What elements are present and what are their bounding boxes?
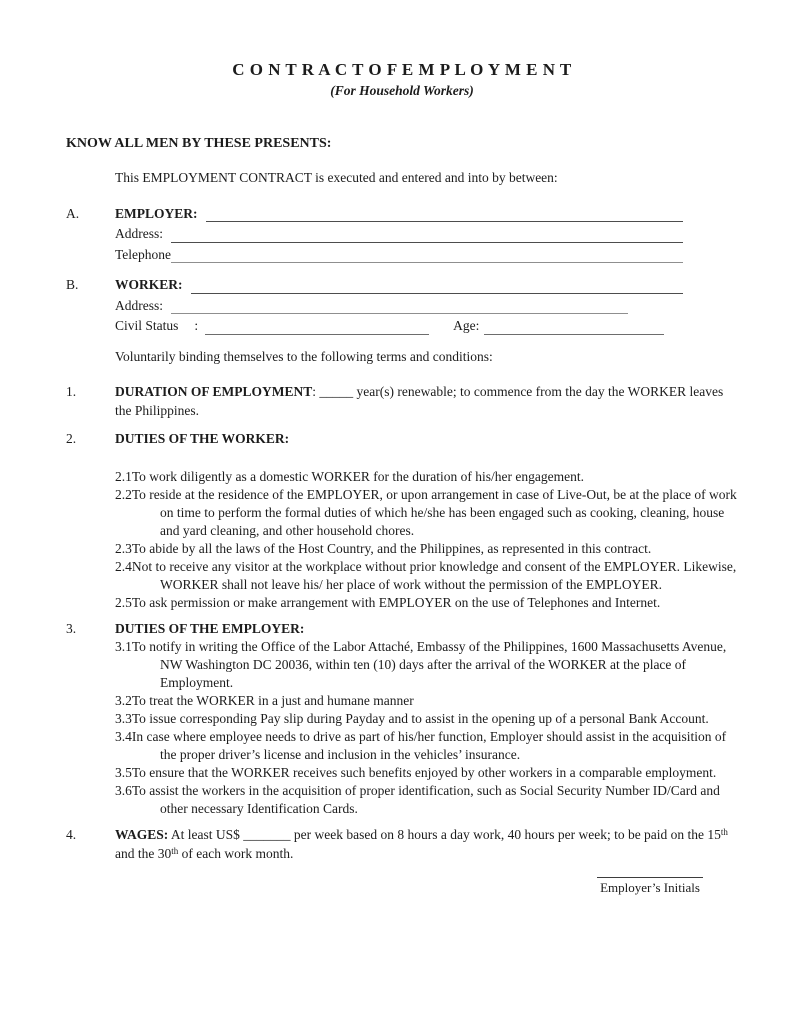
section-wages-number: 4. [66, 827, 77, 842]
binding-clause: Voluntarily binding themselves to the following terms and conditions: [115, 348, 493, 364]
section-worker-duties [66, 430, 738, 612]
subitem-text: To assist the workers in the acquisition of proper identification, such as Social Security Number ID/Card and other necessary Identification Cards. [131, 783, 720, 816]
party-a-block [66, 205, 738, 267]
employer-duty-item [115, 638, 738, 692]
worker-duty-item [115, 486, 738, 540]
worker-civil-status-row [115, 317, 738, 338]
section-wages [66, 826, 738, 863]
subitem-text: To work diligently as a domestic WORKER for the duration of his/her engagement. [131, 468, 584, 484]
worker-address-field-line [171, 297, 628, 315]
employer-address-field-line [171, 225, 683, 243]
wages-text-a: per week based on 8 hours a day work, 40 hours per week; to be paid on the 15 [290, 827, 721, 842]
worker-name-field-line [191, 276, 684, 294]
employer-duty-item [115, 692, 738, 710]
subitem-number: 2.1 [115, 468, 132, 484]
document-title: C O N T R A C T O F E M P L O Y M E N T [232, 60, 572, 79]
subitem-number: 3.6 [115, 783, 132, 798]
subitem-number: 3.1 [115, 639, 132, 654]
subitem-text: To ask permission or make arrangement with EMPLOYER on the use of Telephones and Internet. [131, 594, 661, 610]
employer-telephone-label: Telephone [115, 246, 172, 262]
employer-label: EMPLOYER: [115, 205, 198, 221]
section-wages-body [115, 826, 738, 863]
wages-amount-blank: _______ [243, 827, 291, 842]
section-wages-title: WAGES: [115, 827, 169, 842]
subitem-text: To notify in writing the Office of the Labor Attaché, Embassy of the Philippines, 1600 Massachusetts Avenue, NW Washington DC 20036, within ten (10) days after the arrival of the WORKER at the place of Employment. [131, 639, 727, 690]
wages-text-b: and the 30 [115, 845, 172, 861]
worker-address-label: Address: [115, 297, 163, 313]
worker-label: WORKER: [115, 277, 183, 292]
subitem-number: 2.3 [115, 540, 132, 556]
subitem-text: Not to receive any visitor at the workplace without prior knowledge and consent of the EMPLOYER. Likewise, WORKER shall not leave his/ her place of work without the permission of the EMPLOYER. [131, 558, 737, 592]
subitem-number: 2.2 [115, 486, 132, 502]
civil-status-field-line [205, 317, 429, 335]
section-duration-text: year(s) renewable; to commence from the day the WORKER leaves the Philippines. [115, 384, 724, 418]
section-worker-duties-number: 2. [66, 431, 77, 446]
employer-initials-label: Employer’s Initials [600, 880, 700, 895]
party-b-letter: B. [66, 277, 79, 292]
footer [66, 877, 738, 895]
subitem-number: 2.4 [115, 558, 132, 574]
employer-duty-item [115, 782, 738, 818]
subitem-text: To reside at the residence of the EMPLOYER, or upon arrangement in case of Live-Out, be at the place of work on time to perform the formal duties of which he/she has been engaged such as cooking, cleaning, house and yard cleaning, and other household chores. [131, 486, 737, 538]
employer-initials-block [597, 877, 703, 895]
subitem-number: 3.3 [115, 711, 132, 726]
section-worker-duties-title: DUTIES OF THE WORKER: [115, 431, 290, 446]
intro-paragraph: This EMPLOYMENT CONTRACT is executed and entered and into by between: [115, 170, 558, 185]
subitem-number: 3.4 [115, 729, 132, 744]
section-duration [66, 383, 738, 420]
employer-name-field-line [206, 205, 684, 223]
section-duration-body [115, 383, 738, 420]
section-employer-duties-number: 3. [66, 620, 77, 636]
section-employer-duties-title: DUTIES OF THE EMPLOYER: [115, 620, 305, 636]
document-subtitle: (For Household Workers) [330, 83, 474, 98]
section-duration-title: DURATION OF EMPLOYMENT [115, 384, 313, 399]
age-label: Age: [453, 318, 480, 333]
employer-telephone-field-line [171, 246, 683, 264]
employer-duty-item [115, 710, 738, 728]
subitem-number: 3.2 [115, 693, 132, 708]
employer-duties-list [115, 638, 738, 818]
subitem-number: 2.5 [115, 594, 132, 610]
section-duration-number: 1. [66, 384, 77, 399]
section-employer-duties [66, 620, 738, 819]
party-b-block [66, 276, 738, 338]
age-field-line [484, 317, 664, 335]
employer-telephone-row [115, 246, 683, 267]
wages-ordinal-15: th [720, 827, 728, 837]
worker-duty-item [115, 540, 738, 558]
employer-address-row [115, 225, 683, 246]
worker-duties-list [115, 468, 738, 612]
party-a-letter: A. [66, 205, 80, 221]
subitem-number: 3.5 [115, 765, 132, 780]
wages-lead-text: At least US$ [168, 827, 244, 842]
worker-duty-item [115, 468, 738, 486]
employer-duty-item [115, 764, 738, 782]
subitem-text: To treat the WORKER in a just and humane manner [131, 693, 414, 708]
employer-duty-item [115, 728, 738, 764]
civil-status-colon: : [194, 318, 199, 333]
worker-duty-item [115, 558, 738, 594]
wages-ordinal-30: th [171, 845, 179, 856]
subitem-text: To abide by all the laws of the Host Country, and the Philippines, as represented in this contract. [131, 540, 652, 556]
subitem-text: To issue corresponding Pay slip during Payday and to assist in the opening up of a personal Bank Account. [131, 711, 709, 726]
worker-address-row [115, 297, 738, 318]
subitem-text: To ensure that the WORKER receives such benefits enjoyed by other workers in a comparable employment. [131, 765, 717, 780]
employer-address-label: Address: [115, 226, 163, 241]
civil-status-label: Civil Status [115, 318, 179, 333]
subitem-text: In case where employee needs to drive as part of his/her function, Employer should assist in the acquisition of the proper driver’s license and inclusion in the vehicles’ insurance. [131, 729, 727, 762]
worker-duty-item [115, 594, 738, 612]
wages-text-c: of each work month. [178, 845, 294, 861]
employer-name-row [115, 205, 683, 226]
preamble-heading: KNOW ALL MEN BY THESE PRESENTS: [66, 136, 332, 151]
duration-blank: : _____ [312, 384, 357, 399]
worker-name-row [115, 276, 738, 297]
